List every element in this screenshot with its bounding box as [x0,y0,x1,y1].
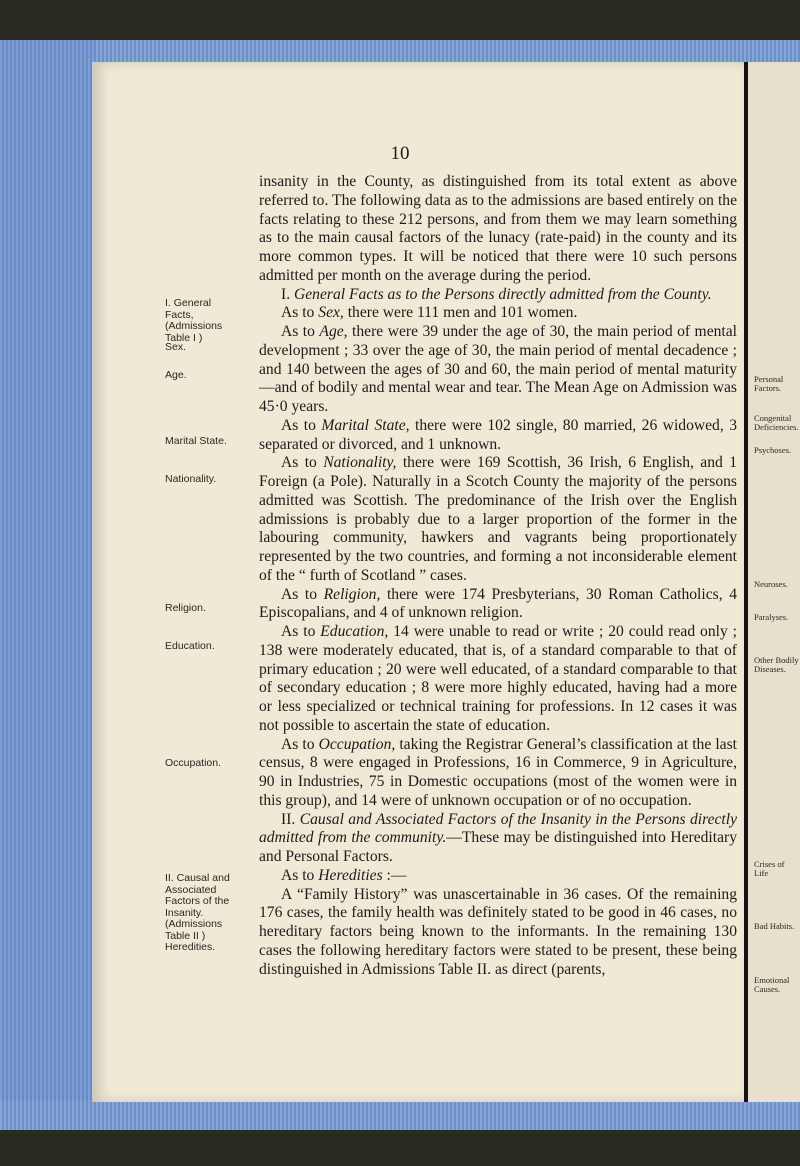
paragraph [259,454,737,585]
left-note-line: Factors of the [165,895,230,907]
italic-run: Marital State, [321,416,410,434]
left-note [165,370,187,382]
paragraph [259,867,737,886]
right-note-line: Emotional [754,975,790,985]
paragraph [259,886,737,980]
text-run: :— [382,866,407,884]
left-note [165,342,186,354]
right-note [754,580,800,589]
left-note-line: Table II ) [165,929,206,942]
right-note [754,414,800,432]
text-run: there were 169 Scottish, 36 Irish, 6 English, and 1 Foreign (a Pole). Naturally in a Scotch County the majority of the persons admitted was Scottish. The predominance of the Irish over the English admissions is probably due to a larger proportion of the former in the labouring community, hawkers and vagrants being proportionately represented by the two countries, and forming a not inconsiderable element of the “ furth of Scotland ” cases. [259,454,737,584]
text-run: As to [281,866,319,884]
left-note-line: I. General [165,297,212,309]
text-run: As to [281,304,319,322]
text-run: 14 were unable to read or write ; 20 could read only ; 138 were moderately educated, that is, of a standard comparable to that of primary education ; 20 were well educated, of a standard comparable to that of secondary education ; 8 were more highly educated, having had a more or less specialized or technical training for professions. In 12 cases it was not possible to ascertain the state of education. [259,623,737,734]
right-note-line: Neuroses. [754,579,788,589]
left-note-line: Facts, [165,308,194,321]
text-run: A “Family History” was unascertainable in 36 cases. Of the remaining 176 cases, the family health was definitely stated to be good in 46 cases, no hereditary factors being known to the informants. In the remaining 130 cases the following hereditary factors were stated to be present, these being distinguished in Admissions Table II. as direct (parents, [259,885,737,978]
text-run: insanity in the County, as distinguished from its total extent as above referred to. The following data as to the admissions are based entirely on the facts relating to these 212 persons, and from them we may learn something as to the main causal factors of the lunacy (rate-paid) in the county and its more common types. It will be noticed that there were 10 such persons admitted per month on the average during the period. [259,173,737,284]
right-note-line: Diseases. [754,664,786,674]
right-note-line: Other Bodily [754,655,799,665]
left-note-line: (Admissions [165,320,223,332]
left-note [165,873,230,954]
page-number: 10 [390,143,410,164]
left-note-line: (Admissions [165,918,223,930]
left-note-line: Occupation. [165,757,222,769]
italic-run: Nationality, [323,454,397,472]
italic-run: Sex, [318,304,344,322]
right-note [754,375,800,393]
right-note-line: Crises of Life [754,859,785,878]
left-note [165,758,221,770]
right-note [754,656,800,674]
text-run: I. [281,285,294,303]
left-note-line: Religion. [165,602,206,614]
paragraph [259,323,737,417]
right-note-line: Deficiencies. [754,422,799,432]
right-note [754,976,800,994]
left-note-line: Nationality. [165,473,217,485]
text-run: there were 111 men and 101 women. [343,304,578,322]
right-note [754,446,800,455]
paragraph [259,173,737,286]
binding-left [0,40,95,1120]
right-note-line: Bad Habits. [754,921,795,931]
right-note-line: Personal [754,374,784,384]
right-note-line: Psychoses. [754,445,792,455]
right-note-line: Paralyses. [754,612,789,622]
left-note-line: II. Causal and [165,872,230,884]
left-note [165,641,215,653]
text-run: As to [281,416,322,434]
left-note-line: Age. [165,369,187,381]
left-note-line: Insanity. [165,906,204,919]
left-note [165,436,227,448]
paragraph [259,811,737,867]
paragraph [259,736,737,811]
paragraph [259,623,737,736]
left-note-line: Heredities. [165,941,216,953]
italic-run: Education, [320,623,389,640]
paragraph [259,286,737,305]
left-note [165,298,222,344]
right-note [754,922,800,931]
italic-run: Age, [319,323,348,340]
text-run: there were 39 under the age of 30, the main period of mental development ; 33 over the age of 30, the main period of mental decadence ; and 140 between the ages of 30 and 60, the main period of mental maturity—and of bodily and mental wear and tear. The Mean Age on Admission was 45·0 years. [259,323,737,415]
paragraph [259,586,737,624]
italic-run: General Facts as to the Persons directly admitted from the County. [294,285,712,303]
right-note-line: Causes. [754,984,781,994]
left-note-line: Marital State. [165,435,227,447]
binding-bottom [0,1100,800,1130]
body-text [259,173,737,979]
italic-run: Religion, [323,585,381,603]
italic-run: Occupation, [318,735,396,753]
right-note-line: Factors. [754,383,782,393]
text-run: —These may be distinguished into Hereditary and Personal Factors. [259,829,738,865]
text-run: As to [281,623,321,640]
text-run: As to [281,454,324,472]
left-note-line: Associated [165,883,217,896]
paragraph [259,304,737,323]
text-run: As to [281,735,319,753]
text-run: II. [281,810,300,828]
text-run: taking the Registrar General’s classification at the last census, 8 were engaged in Professions, 16 in Commerce, 9 in Agriculture, 90 in Industries, 75 in Domestic occupations (most of the women were in this group), and 14 were of unknown occupation or of no occupation. [259,735,737,809]
italic-run: Causal and Associated Factors of the Insanity in the Persons directly admitted from the community. [259,810,738,847]
left-note-line: Table I ) [165,331,203,344]
left-note-line: Sex. [165,341,187,353]
text-run: there were 174 Presbyterians, 30 Roman Catholics, 4 Episcopalians, and 4 of unknown religion. [259,585,737,622]
right-note-line: Congenital [754,413,792,423]
left-note [165,603,206,615]
italic-run: Heredities [318,866,383,884]
text-run: As to [281,323,320,340]
left-note [165,474,216,486]
right-note [754,860,800,878]
left-note-line: Education. [165,640,215,652]
right-note [754,613,800,622]
text-run: As to [281,585,324,603]
text-run: there were 102 single, 80 married, 26 widowed, 3 separated or divorced, and 1 unknown. [259,416,737,453]
paragraph [259,417,737,455]
